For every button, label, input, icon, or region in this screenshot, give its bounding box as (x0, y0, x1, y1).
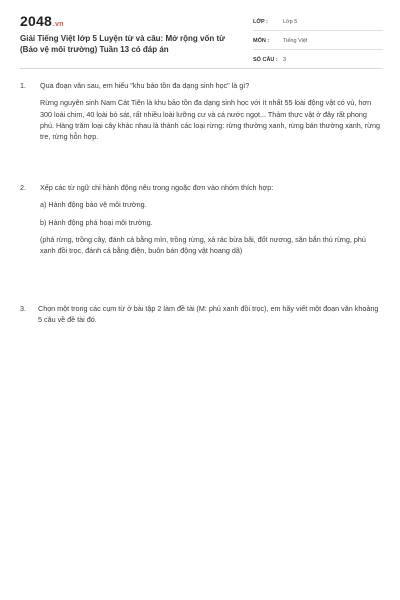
question-body (40, 182, 380, 256)
meta-row-subject (253, 32, 383, 50)
question-number: 2. (20, 183, 26, 192)
question-passage: Rừng nguyên sinh Nam Cát Tiên là khu bảo tồn đa dạng sinh học với ít nhất 55 loài động vật có vú, hơn 300 loài chim, 40 loài bò sát, rất nhiều loài lưỡng cư và cá nước ngọt... Thảm thực vật ở đây rất phong phú. Hàng trăm loại cây khác nhau là thành các loại rừng: rừng thường xanh, rừng bán thường xanh, rừng tre, rừng hỗn hợp. (40, 98, 380, 142)
meta-value: Lớp 5 (283, 18, 298, 25)
meta-label: MÔN : (253, 37, 270, 44)
question-prompt: Chọn một trong các cụm từ ở bài tập 2 làm đề tài (M: phủ xanh đồi trọc), em hãy viết một đoạn văn khoảng 5 câu về đề tài đó. (38, 304, 379, 325)
question-body (40, 80, 380, 142)
meta-row-grade (253, 13, 383, 31)
question-number: 3. (20, 304, 26, 313)
site-logo[interactable] (20, 13, 64, 29)
meta-info (253, 13, 383, 70)
question-1 (20, 80, 380, 148)
header-divider (20, 68, 380, 69)
question-number: 1. (20, 81, 26, 90)
question-prompt: Qua đoạn văn sau, em hiểu "khu bảo tồn đa dạng sinh học" là gì? (40, 81, 250, 90)
question-body (38, 303, 380, 326)
meta-value: 3 (283, 56, 287, 63)
question-3 (20, 303, 380, 332)
meta-label: SỐ CÂU : (253, 56, 278, 63)
word-list: (phá rừng, trồng cây, đánh cá bằng mìn, trồng rừng, xả rác bừa bãi, đốt nương, săn bắn thú rừng, phủ xanh đồi trọc, đánh cá bằng điện, buôn bán động vật hoang dã) (40, 234, 366, 256)
page-title: Giải Tiếng Việt lớp 5 Luyện từ và câu: Mở rộng vốn từ (Bảo vệ môi trường) Tuần 13 có đáp án (20, 34, 225, 54)
meta-label: LỚP : (253, 18, 268, 25)
option-b: b) Hành động phá hoại môi trường. (40, 217, 153, 227)
meta-value: Tiếng Việt (283, 37, 308, 44)
question-2 (20, 182, 380, 262)
question-prompt: Xếp các từ ngữ chỉ hành động nêu trong ngoặc đơn vào nhóm thích hợp: (40, 183, 274, 192)
logo-tld: .vn (52, 21, 64, 28)
logo-main: 2048 (20, 13, 52, 29)
meta-row-question-count (253, 51, 383, 69)
option-a: a) Hành động bảo vệ môi trường. (40, 200, 147, 210)
